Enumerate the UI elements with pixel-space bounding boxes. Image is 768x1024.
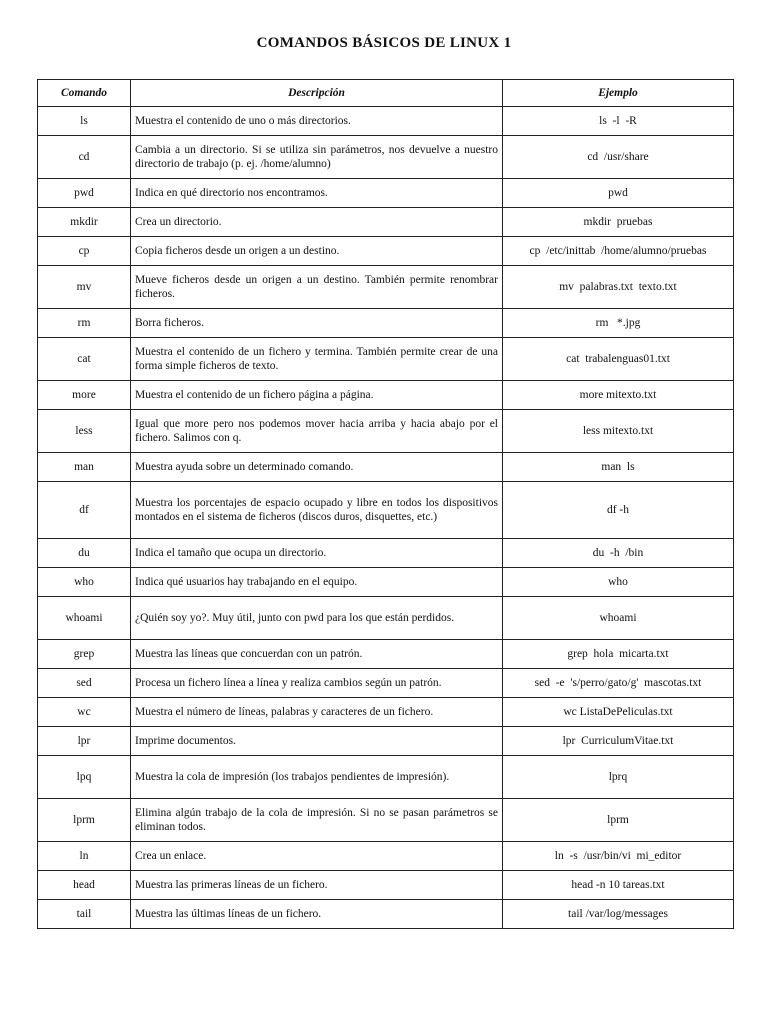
table-row: [38, 597, 734, 640]
description-cell: Mueve ficheros desde un origen a un destino. También permite renombrar ficheros.: [131, 266, 503, 309]
example-cell: ls -l -R: [503, 107, 734, 136]
command-cell: less: [38, 410, 131, 453]
table-row: [38, 669, 734, 698]
description-cell: Muestra los porcentajes de espacio ocupado y libre en todos los dispositivos montados en el sistema de ficheros (discos duros, disquettes, etc.): [131, 482, 503, 539]
description-cell: Indica en qué directorio nos encontramos.: [131, 179, 503, 208]
command-cell: man: [38, 453, 131, 482]
description-cell: Igual que more pero nos podemos mover hacia arriba y hacia abajo por el fichero. Salimos con q.: [131, 410, 503, 453]
table-row: [38, 266, 734, 309]
example-cell: sed -e 's/perro/gato/g' mascotas.txt: [503, 669, 734, 698]
example-cell: grep hola micarta.txt: [503, 640, 734, 669]
example-cell: mv palabras.txt texto.txt: [503, 266, 734, 309]
command-cell: head: [38, 871, 131, 900]
example-cell: cd /usr/share: [503, 136, 734, 179]
example-cell: less mitexto.txt: [503, 410, 734, 453]
table-row: [38, 136, 734, 179]
command-cell: grep: [38, 640, 131, 669]
command-cell: mkdir: [38, 208, 131, 237]
example-cell: mkdir pruebas: [503, 208, 734, 237]
example-cell: who: [503, 568, 734, 597]
command-cell: lprm: [38, 799, 131, 842]
command-cell: pwd: [38, 179, 131, 208]
example-cell: ln -s /usr/bin/vi mi_editor: [503, 842, 734, 871]
command-cell: cp: [38, 237, 131, 266]
table-row: [38, 900, 734, 929]
table-row: [38, 640, 734, 669]
description-cell: Muestra el contenido de un fichero página a página.: [131, 381, 503, 410]
table-row: [38, 727, 734, 756]
table-row: [38, 698, 734, 727]
header-descripcion: Descripción: [131, 80, 503, 107]
command-cell: df: [38, 482, 131, 539]
example-cell: wc ListaDePeliculas.txt: [503, 698, 734, 727]
command-cell: more: [38, 381, 131, 410]
table-row: [38, 842, 734, 871]
table-row: [38, 756, 734, 799]
command-cell: ls: [38, 107, 131, 136]
description-cell: Imprime documentos.: [131, 727, 503, 756]
command-cell: rm: [38, 309, 131, 338]
command-cell: who: [38, 568, 131, 597]
command-cell: lpr: [38, 727, 131, 756]
table-row: [38, 107, 734, 136]
example-cell: rm *.jpg: [503, 309, 734, 338]
description-cell: Procesa un fichero línea a línea y realiza cambios según un patrón.: [131, 669, 503, 698]
table-row: [38, 338, 734, 381]
example-cell: lprm: [503, 799, 734, 842]
description-cell: Muestra las últimas líneas de un fichero.: [131, 900, 503, 929]
command-cell: cat: [38, 338, 131, 381]
description-cell: Borra ficheros.: [131, 309, 503, 338]
table-row: [38, 237, 734, 266]
table-row: [38, 539, 734, 568]
example-cell: more mitexto.txt: [503, 381, 734, 410]
header-comando: Comando: [38, 80, 131, 107]
description-cell: Copia ficheros desde un origen a un destino.: [131, 237, 503, 266]
table-row: [38, 410, 734, 453]
example-cell: df -h: [503, 482, 734, 539]
command-cell: sed: [38, 669, 131, 698]
table-row: [38, 381, 734, 410]
description-cell: ¿Quién soy yo?. Muy útil, junto con pwd para los que están perdidos.: [131, 597, 503, 640]
table-header-row: [38, 80, 734, 107]
example-cell: whoami: [503, 597, 734, 640]
table-row: [38, 179, 734, 208]
example-cell: du -h /bin: [503, 539, 734, 568]
example-cell: lprq: [503, 756, 734, 799]
table-row: [38, 453, 734, 482]
description-cell: Muestra el contenido de uno o más directorios.: [131, 107, 503, 136]
table-row: [38, 309, 734, 338]
description-cell: Crea un enlace.: [131, 842, 503, 871]
description-cell: Indica qué usuarios hay trabajando en el equipo.: [131, 568, 503, 597]
description-cell: Muestra ayuda sobre un determinado comando.: [131, 453, 503, 482]
command-cell: cd: [38, 136, 131, 179]
description-cell: Cambia a un directorio. Si se utiliza sin parámetros, nos devuelve a nuestro directorio de trabajo (p. ej. /home/alumno): [131, 136, 503, 179]
table-row: [38, 208, 734, 237]
command-cell: ln: [38, 842, 131, 871]
table-row: [38, 799, 734, 842]
description-cell: Muestra la cola de impresión (los trabajos pendientes de impresión).: [131, 756, 503, 799]
example-cell: head -n 10 tareas.txt: [503, 871, 734, 900]
description-cell: Muestra el contenido de un fichero y termina. También permite crear de una forma simple ficheros de texto.: [131, 338, 503, 381]
table-row: [38, 482, 734, 539]
header-ejemplo: Ejemplo: [503, 80, 734, 107]
command-cell: tail: [38, 900, 131, 929]
table-row: [38, 568, 734, 597]
command-cell: mv: [38, 266, 131, 309]
table-body: [38, 107, 734, 929]
description-cell: Muestra las primeras líneas de un fichero.: [131, 871, 503, 900]
commands-table: [37, 79, 734, 929]
example-cell: tail /var/log/messages: [503, 900, 734, 929]
example-cell: cp /etc/inittab /home/alumno/pruebas: [503, 237, 734, 266]
command-cell: wc: [38, 698, 131, 727]
table-row: [38, 871, 734, 900]
example-cell: cat trabalenguas01.txt: [503, 338, 734, 381]
page-title: COMANDOS BÁSICOS DE LINUX 1: [256, 35, 512, 51]
command-cell: du: [38, 539, 131, 568]
description-cell: Elimina algún trabajo de la cola de impresión. Si no se pasan parámetros se eliminan todos.: [131, 799, 503, 842]
example-cell: lpr CurriculumVitae.txt: [503, 727, 734, 756]
description-cell: Crea un directorio.: [131, 208, 503, 237]
command-cell: whoami: [38, 597, 131, 640]
description-cell: Muestra las líneas que concuerdan con un patrón.: [131, 640, 503, 669]
example-cell: man ls: [503, 453, 734, 482]
command-cell: lpq: [38, 756, 131, 799]
description-cell: Muestra el número de líneas, palabras y caracteres de un fichero.: [131, 698, 503, 727]
example-cell: pwd: [503, 179, 734, 208]
description-cell: Indica el tamaño que ocupa un directorio.: [131, 539, 503, 568]
